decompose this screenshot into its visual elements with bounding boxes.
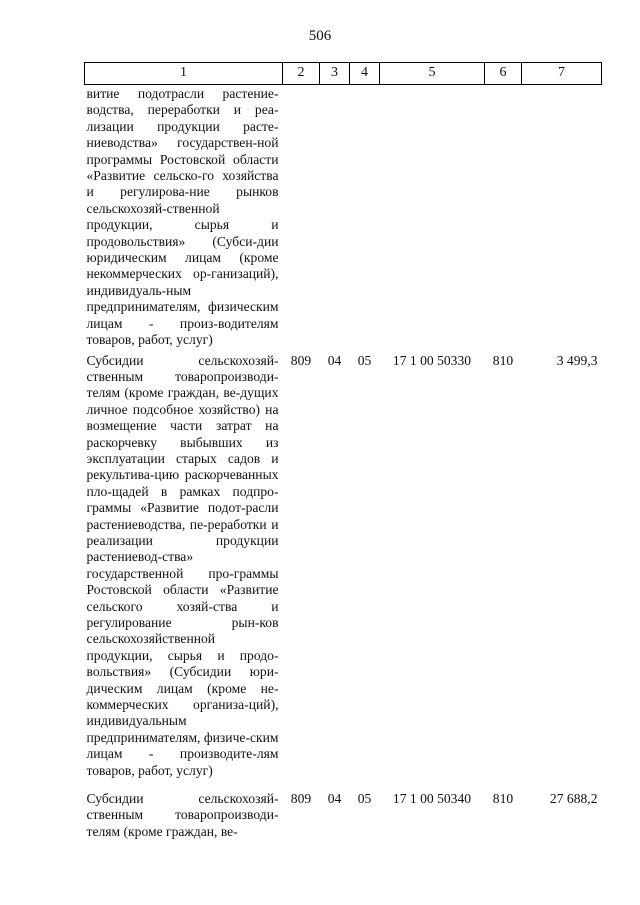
- page-number: 506: [308, 28, 332, 44]
- row-amount: 3 499,3: [556, 352, 598, 368]
- row-description: витие подотрасли растение-водства, переработки и реа-лизации продукции расте-ниеводства» государствен-ной программы Ростовской области «Развитие сельско-го хозяйства и регулирова-ние рынков сельскохозяй-ственной продукции, сырья и продовольствия» (Субси-дии юридическим лицам (кроме некоммерческих ор-ганизаций), индивидуаль-ным предпринимателям, физическим лицам - произ-водителям товаров, работ, услуг): [86, 86, 279, 348]
- row-description: Субсидии сельскохозяй-ственным товаропроизводи-телям (кроме граждан, ве-дущих личное подсобное хозяйство) на возмещение части затрат на раскорчевку выбывших из эксплуатации старых садов и рекультива-цию раскорчеванных пло-щадей в рамках подпро-граммы «Развитие подот-расли растениеводства, пе-реработки и реализации продукции растениевод-ства» государственной про-граммы Ростовской области «Развитие сельского хозяй-ства и регулирование рын-ков сельскохозяйственной продукции, сырья и продо-вольствия» (Субсидии юри-дическим лицам (кроме не-коммерческих организа-ций), индивидуальным предпринимателям, физиче-ским лицам - производите-лям товаров, работ, услуг): [86, 352, 279, 778]
- header-col-2: 2: [283, 63, 320, 85]
- row-expense-type: 810: [492, 352, 514, 368]
- row-subsection: [350, 85, 380, 349]
- row-amount: 27 688,2: [549, 791, 598, 807]
- row-expense-type: [485, 85, 522, 349]
- row-subsection: 05: [357, 352, 372, 368]
- header-col-7: 7: [522, 63, 602, 85]
- table-row: [85, 787, 602, 848]
- row-code-ministry: 809: [290, 352, 312, 368]
- header-col-4: 4: [350, 63, 380, 85]
- table-header-row: [85, 63, 602, 85]
- table-row: [85, 85, 602, 349]
- row-code-ministry: [283, 85, 320, 349]
- row-target-article: 17 1 00 50340: [392, 791, 472, 807]
- row-target-article: [380, 85, 485, 349]
- header-col-1: 1: [85, 63, 283, 85]
- row-amount: [522, 85, 602, 349]
- row-expense-type: 810: [492, 791, 514, 807]
- row-subsection: 05: [357, 791, 372, 807]
- budget-table: [84, 62, 602, 848]
- row-section: 04: [327, 352, 342, 368]
- row-section: 04: [327, 791, 342, 807]
- row-section: [320, 85, 350, 349]
- header-col-3: 3: [320, 63, 350, 85]
- header-col-5: 5: [380, 63, 485, 85]
- row-target-article: 17 1 00 50330: [392, 352, 472, 368]
- row-code-ministry: 809: [290, 791, 312, 807]
- row-description: Субсидии сельскохозяй-ственным товаропроизводи-телям (кроме граждан, ве-: [86, 791, 279, 839]
- table-row: [85, 349, 602, 788]
- header-col-6: 6: [485, 63, 522, 85]
